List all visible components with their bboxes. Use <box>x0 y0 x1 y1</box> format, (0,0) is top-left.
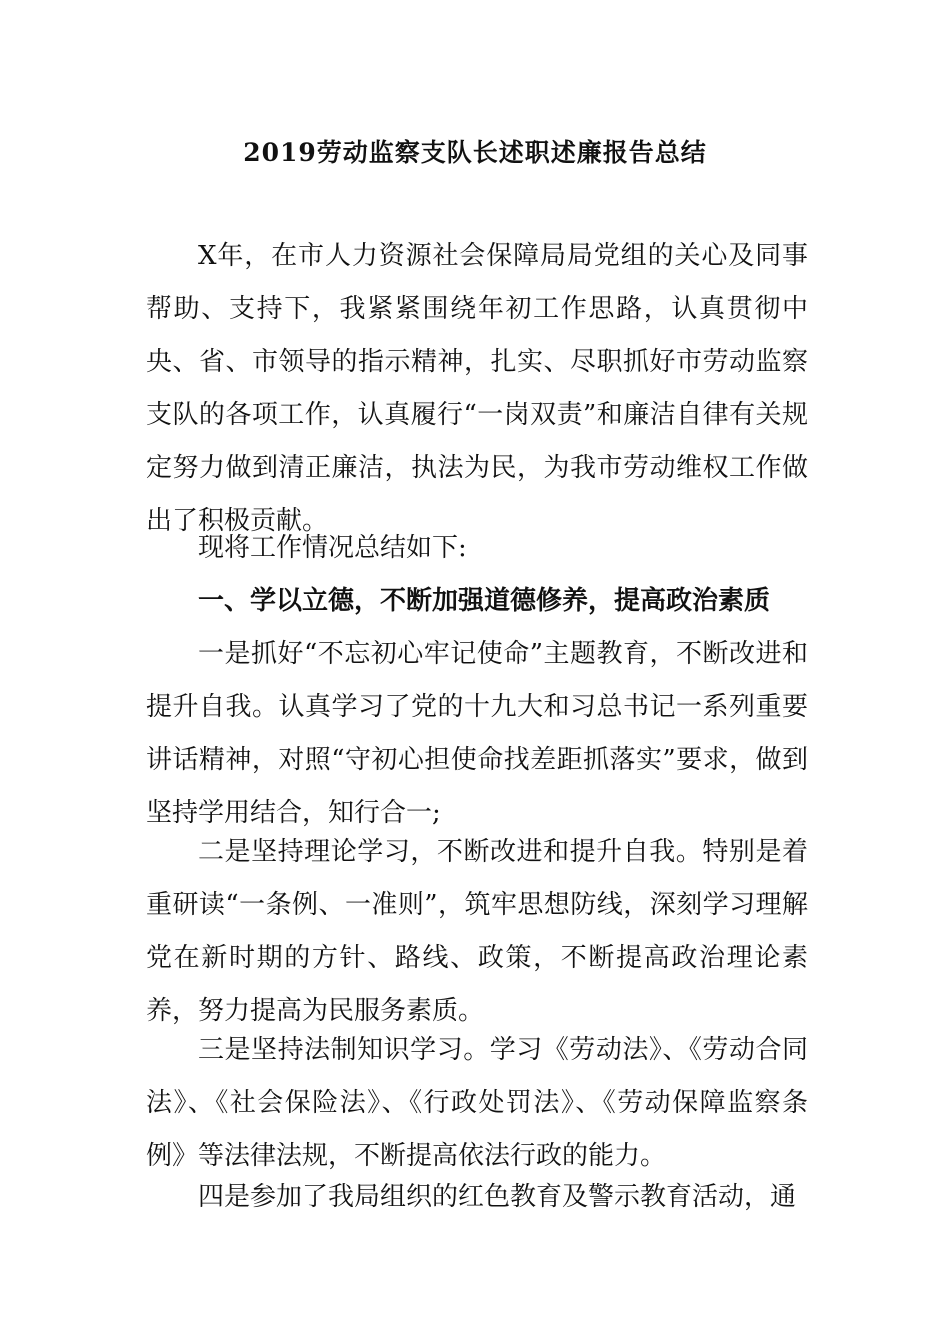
item-paragraph-2: 二是坚持理论学习，不断改进和提升自我。特别是着重研读“一条例、一准则”，筑牢思想防线，深刻学习理解党在新时期的方针、路线、政策，不断提高政治理论素养，努力提高为民服务素质。 <box>146 837 808 1026</box>
summary-lead-paragraph: 现将工作情况总结如下: <box>198 533 467 563</box>
item-paragraph-4: 四是参加了我局组织的红色教育及警示教育活动，通 <box>198 1182 797 1212</box>
intro-paragraph: X年，在市人力资源社会保障局局党组的关心及同事帮助、支持下，我紧紧围绕年初工作思路，认真贯彻中央、省、市领导的指示精神，扎实、尽职抓好市劳动监察支队的各项工作，认真履行“一岗双责”和廉洁自律有关规定努力做到清正廉洁，执法为民，为我市劳动维权工作做出了积极贡献。 <box>146 241 808 536</box>
section-heading: 一、学以立德，不断加强道德修养，提高政治素质 <box>198 586 771 616</box>
item-paragraph-1: 一是抓好“不忘初心牢记使命”主题教育，不断改进和提升自我。认真学习了党的十九大和习总书记一系列重要讲话精神，对照“守初心担使命找差距抓落实”要求，做到坚持学用结合，知行合一; <box>146 639 808 828</box>
item-paragraph-3: 三是坚持法制知识学习。学习《劳动法》、《劳动合同法》、《社会保险法》、《行政处罚法》、《劳动保障监察条例》等法律法规，不断提高依法行政的能力。 <box>146 1035 808 1171</box>
document-title: 2019劳动监察支队长述职述廉报告总结 <box>243 138 707 167</box>
